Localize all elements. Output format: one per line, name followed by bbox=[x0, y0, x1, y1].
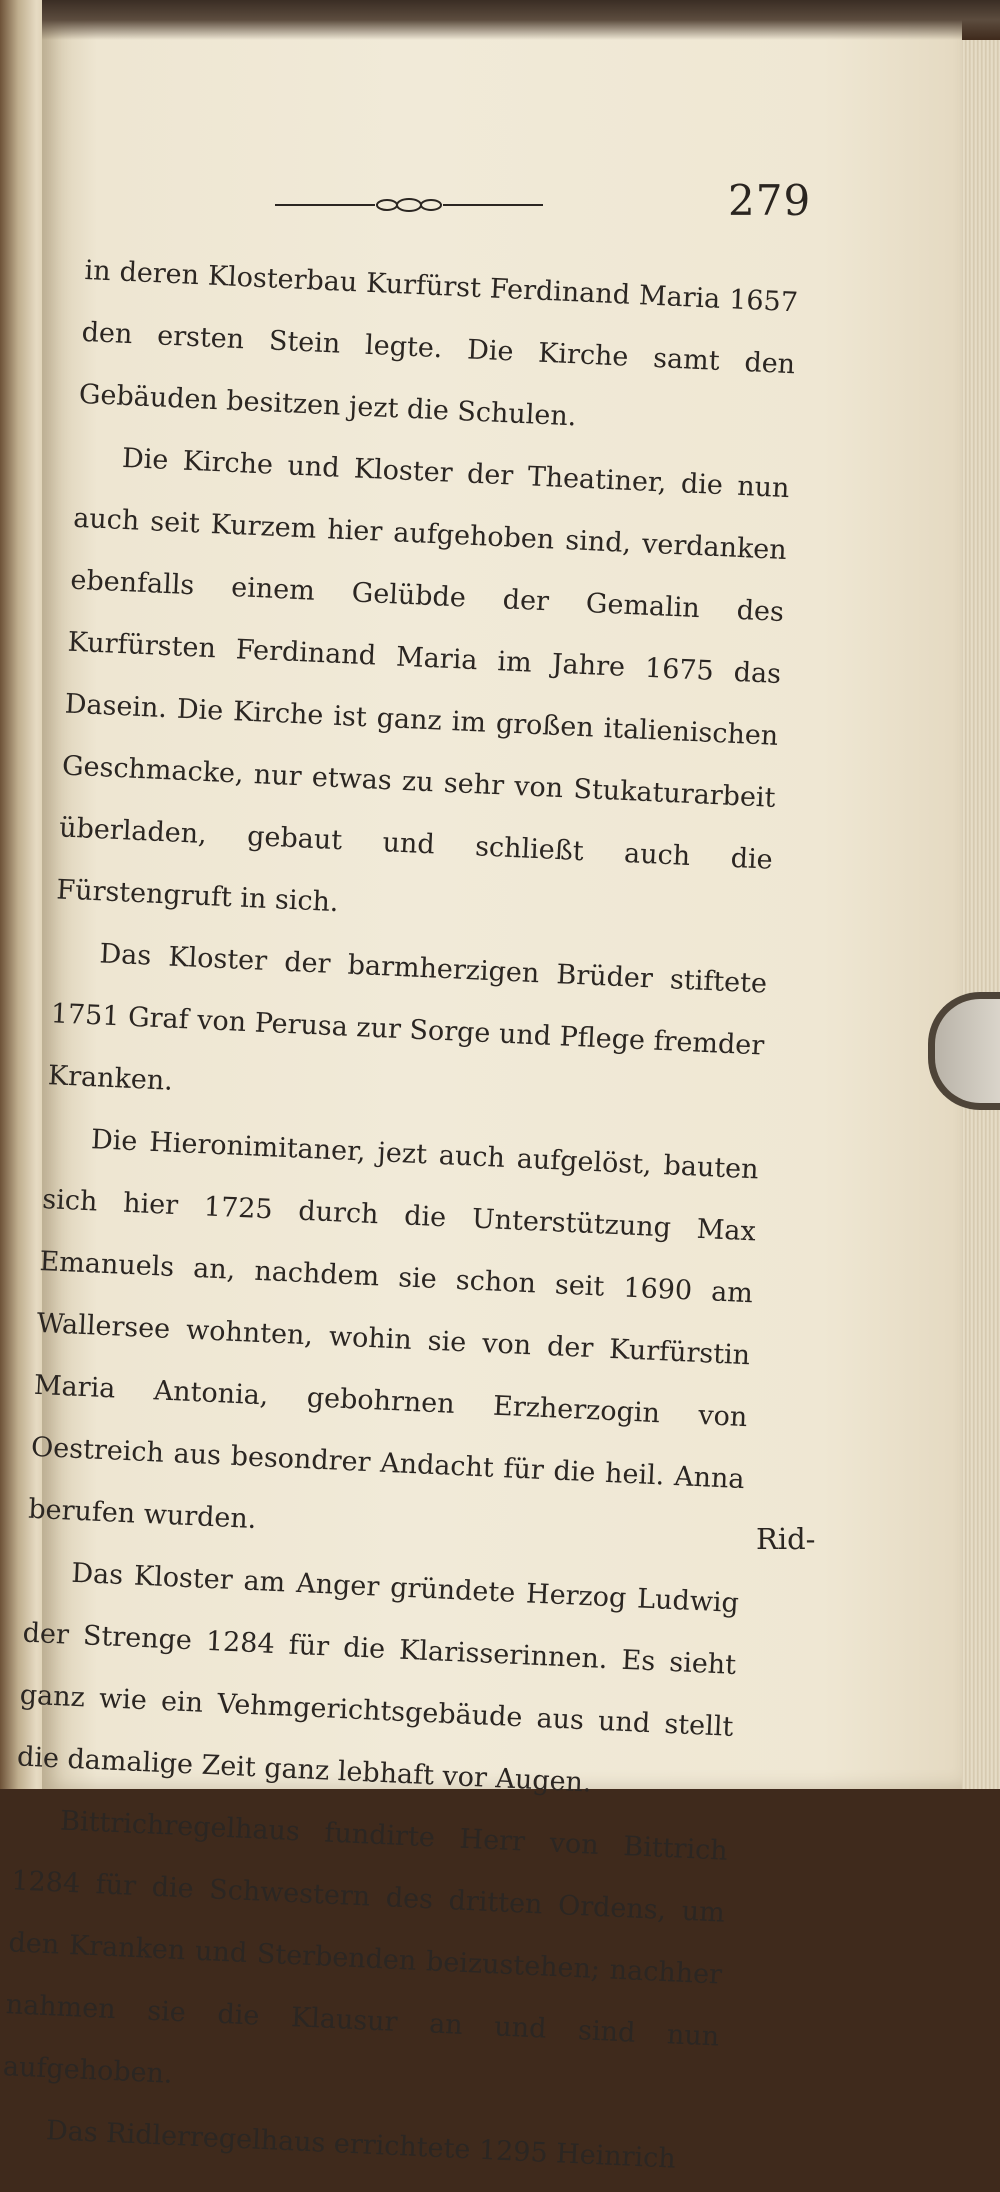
paragraph: Bittrichregelhaus fundirte Herr von Bittrich 1284 für die Schwestern des dritten Ordens, um den Kranken und Sterbenden beizustehen; nachher nahmen sie die Klausur an und sind nun aufgehoben. bbox=[2, 1805, 729, 2090]
ornament-rule bbox=[275, 194, 543, 216]
paragraph: Das Kloster der barmherzigen Brüder stiftete 1751 Graf von Perusa zur Sorge und Pflege fremder Kranken. bbox=[47, 938, 768, 1097]
paragraph: in deren Klosterbau Kurfürst Ferdinand Maria 1657 den ersten Stein legte. Die Kirche samt den Gebäuden besitzen jezt die Schulen. bbox=[78, 254, 799, 433]
paragraph: Die Kirche und Kloster der Theatiner, die nun auch seit Kurzem hier aufgehoben sind, verdanken ebenfalls einem Gelübde der Gemalin des Kurfürsten Ferdinand Maria im Jahre 1675 das Dasein. Die Kirche ist ganz im großen italienischen Geschmacke, nur etwas zu sehr von Stukaturarbeit überladen, gebaut und schließt auch die Fürstengruft in sich. bbox=[55, 442, 791, 919]
paragraph: Das Ridlerregelhaus errichtete 1295 Heinrich bbox=[45, 2115, 677, 2175]
page-number: 279 bbox=[728, 176, 812, 225]
top-shadow bbox=[42, 0, 1000, 40]
body-text bbox=[0, 240, 799, 2192]
paragraph: Das Kloster am Anger gründete Herzog Ludwig der Strenge 1284 für die Klarisserinnen. Es sieht ganz wie ein Vehmgerichtsgebäude aus und stellt die damalige Zeit ganz lebhaft vor Augen. bbox=[16, 1557, 740, 1799]
page-fore-edge bbox=[962, 40, 1000, 1789]
paragraph: Die Hieronimitaner, jezt auch aufgelöst, bauten sich hier 1725 durch die Unterstützung Max Emanuels an, nachdem sie schon seit 1690 am Wallersee wohnten, wohin sie von der Kurfürstin Maria Antonia, gebohrnen Erzherzogin von Oestreich aus besondrer Andacht für die heil. Anna berufen wurden. bbox=[27, 1124, 760, 1536]
catchword: Rid- bbox=[756, 1522, 816, 1556]
